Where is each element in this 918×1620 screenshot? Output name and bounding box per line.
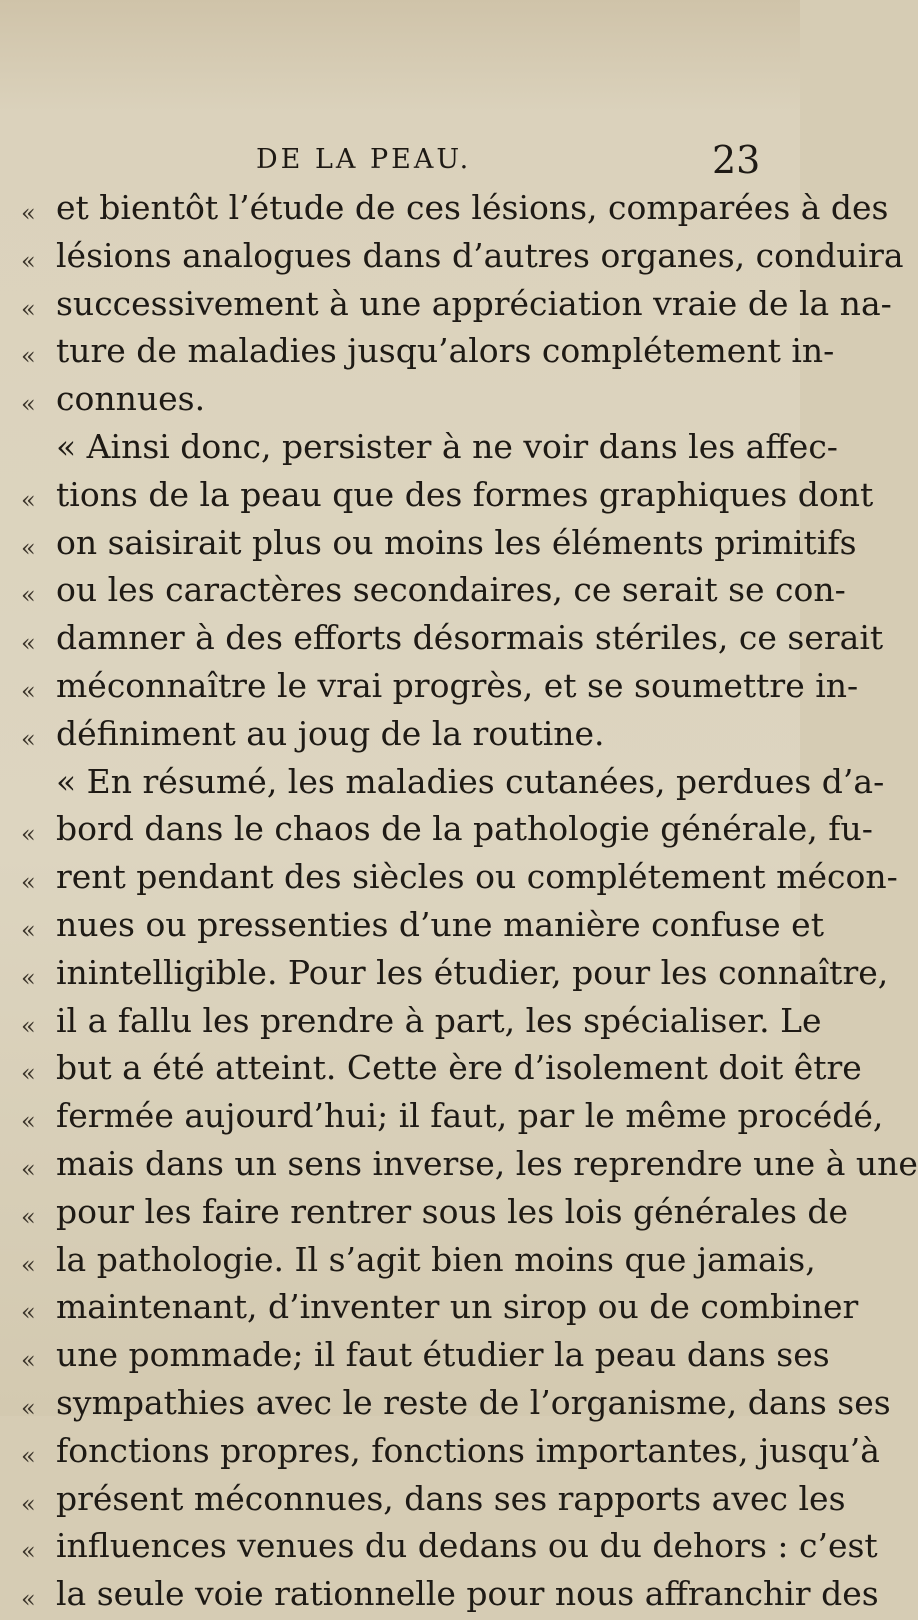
page-number: 23	[712, 138, 761, 182]
line-text: maintenant, d’inventer un sirop ou de combiner	[56, 1287, 859, 1327]
quotation-mark: «	[21, 1011, 36, 1040]
line-text: lésions analogues dans d’autres organes, conduira	[56, 235, 904, 275]
line-text: but a été atteint. Cette ère d’isolement doit être	[56, 1048, 862, 1088]
line-text: fermée aujourd’hui; il faut, par le même procédé,	[56, 1096, 884, 1136]
quotation-mark: «	[21, 485, 36, 514]
text-line	[0, 282, 892, 330]
quotation-mark: «	[21, 1154, 36, 1183]
quotation-mark: «	[21, 390, 36, 419]
line-text: tions de la peau que des formes graphiques dont	[56, 474, 874, 514]
quotation-mark: «	[21, 294, 36, 323]
line-text: nues ou pressenties d’une manière confuse et	[56, 904, 824, 944]
quotation-mark: «	[21, 1393, 36, 1422]
line-text: fonctions propres, fonctions importantes, jusqu’à	[56, 1430, 880, 1470]
quotation-mark: «	[21, 1441, 36, 1470]
text-line	[0, 377, 800, 425]
quotation-mark: «	[21, 1250, 36, 1279]
line-text: damner à des efforts désormais stériles, ce serait	[56, 618, 884, 658]
line-text: il a fallu les prendre à part, les spécialiser. Le	[56, 1000, 822, 1040]
line-text: pour les faire rentrer sous les lois générales de	[56, 1191, 849, 1231]
text-line	[0, 807, 873, 855]
line-text: et bientôt l’étude de ces lésions, comparées à des	[56, 188, 889, 227]
line-text: mais dans un sens inverse, les reprendre une à une	[56, 1143, 918, 1183]
line-text: méconnaître le vrai progrès, et se soumettre in-	[56, 665, 859, 705]
text-line	[0, 425, 838, 473]
text-line	[0, 951, 889, 999]
line-text: rent pendant des siècles ou complétement mécon-	[56, 857, 898, 897]
line-text: présent méconnues, dans ses rapports avec les	[56, 1478, 846, 1518]
quotation-mark: «	[21, 1489, 36, 1518]
quotation-mark: «	[21, 915, 36, 944]
text-line	[0, 855, 898, 903]
quotation-mark: «	[21, 199, 36, 227]
running-title: DE LA PEAU.	[256, 144, 472, 175]
text-line	[0, 1429, 880, 1477]
text-line	[0, 186, 889, 234]
text-line	[0, 664, 859, 712]
text-line	[0, 1572, 879, 1620]
text-line	[0, 1381, 891, 1429]
line-text: on saisirait plus ou moins les éléments primitifs	[56, 522, 857, 562]
line-text: la seule voie rationnelle pour nous affranchir des	[56, 1574, 879, 1614]
quotation-mark: «	[21, 676, 36, 705]
quotation-mark: «	[21, 342, 36, 371]
text-line	[0, 712, 800, 760]
line-text: une pommade; il faut étudier la peau dans ses	[56, 1335, 830, 1375]
text-line	[0, 234, 904, 282]
text-line	[0, 999, 822, 1047]
line-text: ture de maladies jusqu’alors complétement in-	[56, 331, 835, 371]
text-line	[0, 1285, 859, 1333]
line-text: sympathies avec le reste de l’organisme, dans ses	[56, 1382, 891, 1422]
line-text: inintelligible. Pour les étudier, pour les connaître,	[56, 952, 889, 992]
quotation-mark: «	[21, 1107, 36, 1136]
quotation-mark: «	[21, 868, 36, 897]
quotation-mark: «	[21, 1537, 36, 1566]
quotation-mark: «	[21, 963, 36, 992]
quotation-mark: «	[21, 1346, 36, 1375]
page-header	[0, 138, 800, 182]
text-line	[0, 329, 835, 377]
quotation-mark: «	[21, 1202, 36, 1231]
quotation-mark: «	[21, 1298, 36, 1327]
line-text: « Ainsi donc, persister à ne voir dans les affec-	[56, 426, 838, 466]
text-line	[0, 1142, 918, 1190]
text-line	[0, 1046, 862, 1094]
line-text: définiment au joug de la routine.	[56, 713, 605, 753]
text-line	[0, 760, 885, 808]
quotation-mark: «	[21, 724, 36, 753]
quotation-mark: «	[21, 1059, 36, 1088]
text-line	[0, 1333, 830, 1381]
line-text: bord dans le chaos de la pathologie générale, fu-	[56, 809, 873, 849]
text-line	[0, 1190, 849, 1238]
line-text: influences venues du dedans ou du dehors : c’est	[56, 1526, 878, 1566]
line-text: successivement à une appréciation vraie de la na-	[56, 283, 892, 323]
text-line	[0, 568, 846, 616]
text-line	[0, 473, 874, 521]
quotation-mark: «	[21, 1585, 36, 1614]
quotation-mark: «	[21, 629, 36, 658]
quotation-mark: «	[21, 246, 36, 275]
text-line	[0, 1524, 878, 1572]
text-line	[0, 1094, 884, 1142]
body-text	[0, 186, 918, 1620]
text-line	[0, 521, 857, 569]
text-line	[0, 616, 884, 664]
quotation-mark: «	[21, 820, 36, 849]
quotation-mark: «	[21, 533, 36, 562]
line-text: la pathologie. Il s’agit bien moins que jamais,	[56, 1239, 816, 1279]
quotation-mark: «	[21, 581, 36, 610]
text-line	[0, 1238, 816, 1286]
line-text: connues.	[56, 379, 206, 419]
text-line	[0, 903, 824, 951]
line-text: « En résumé, les maladies cutanées, perdues d’a-	[56, 761, 885, 801]
text-line	[0, 1477, 846, 1525]
line-text: ou les caractères secondaires, ce serait se con-	[56, 570, 846, 610]
